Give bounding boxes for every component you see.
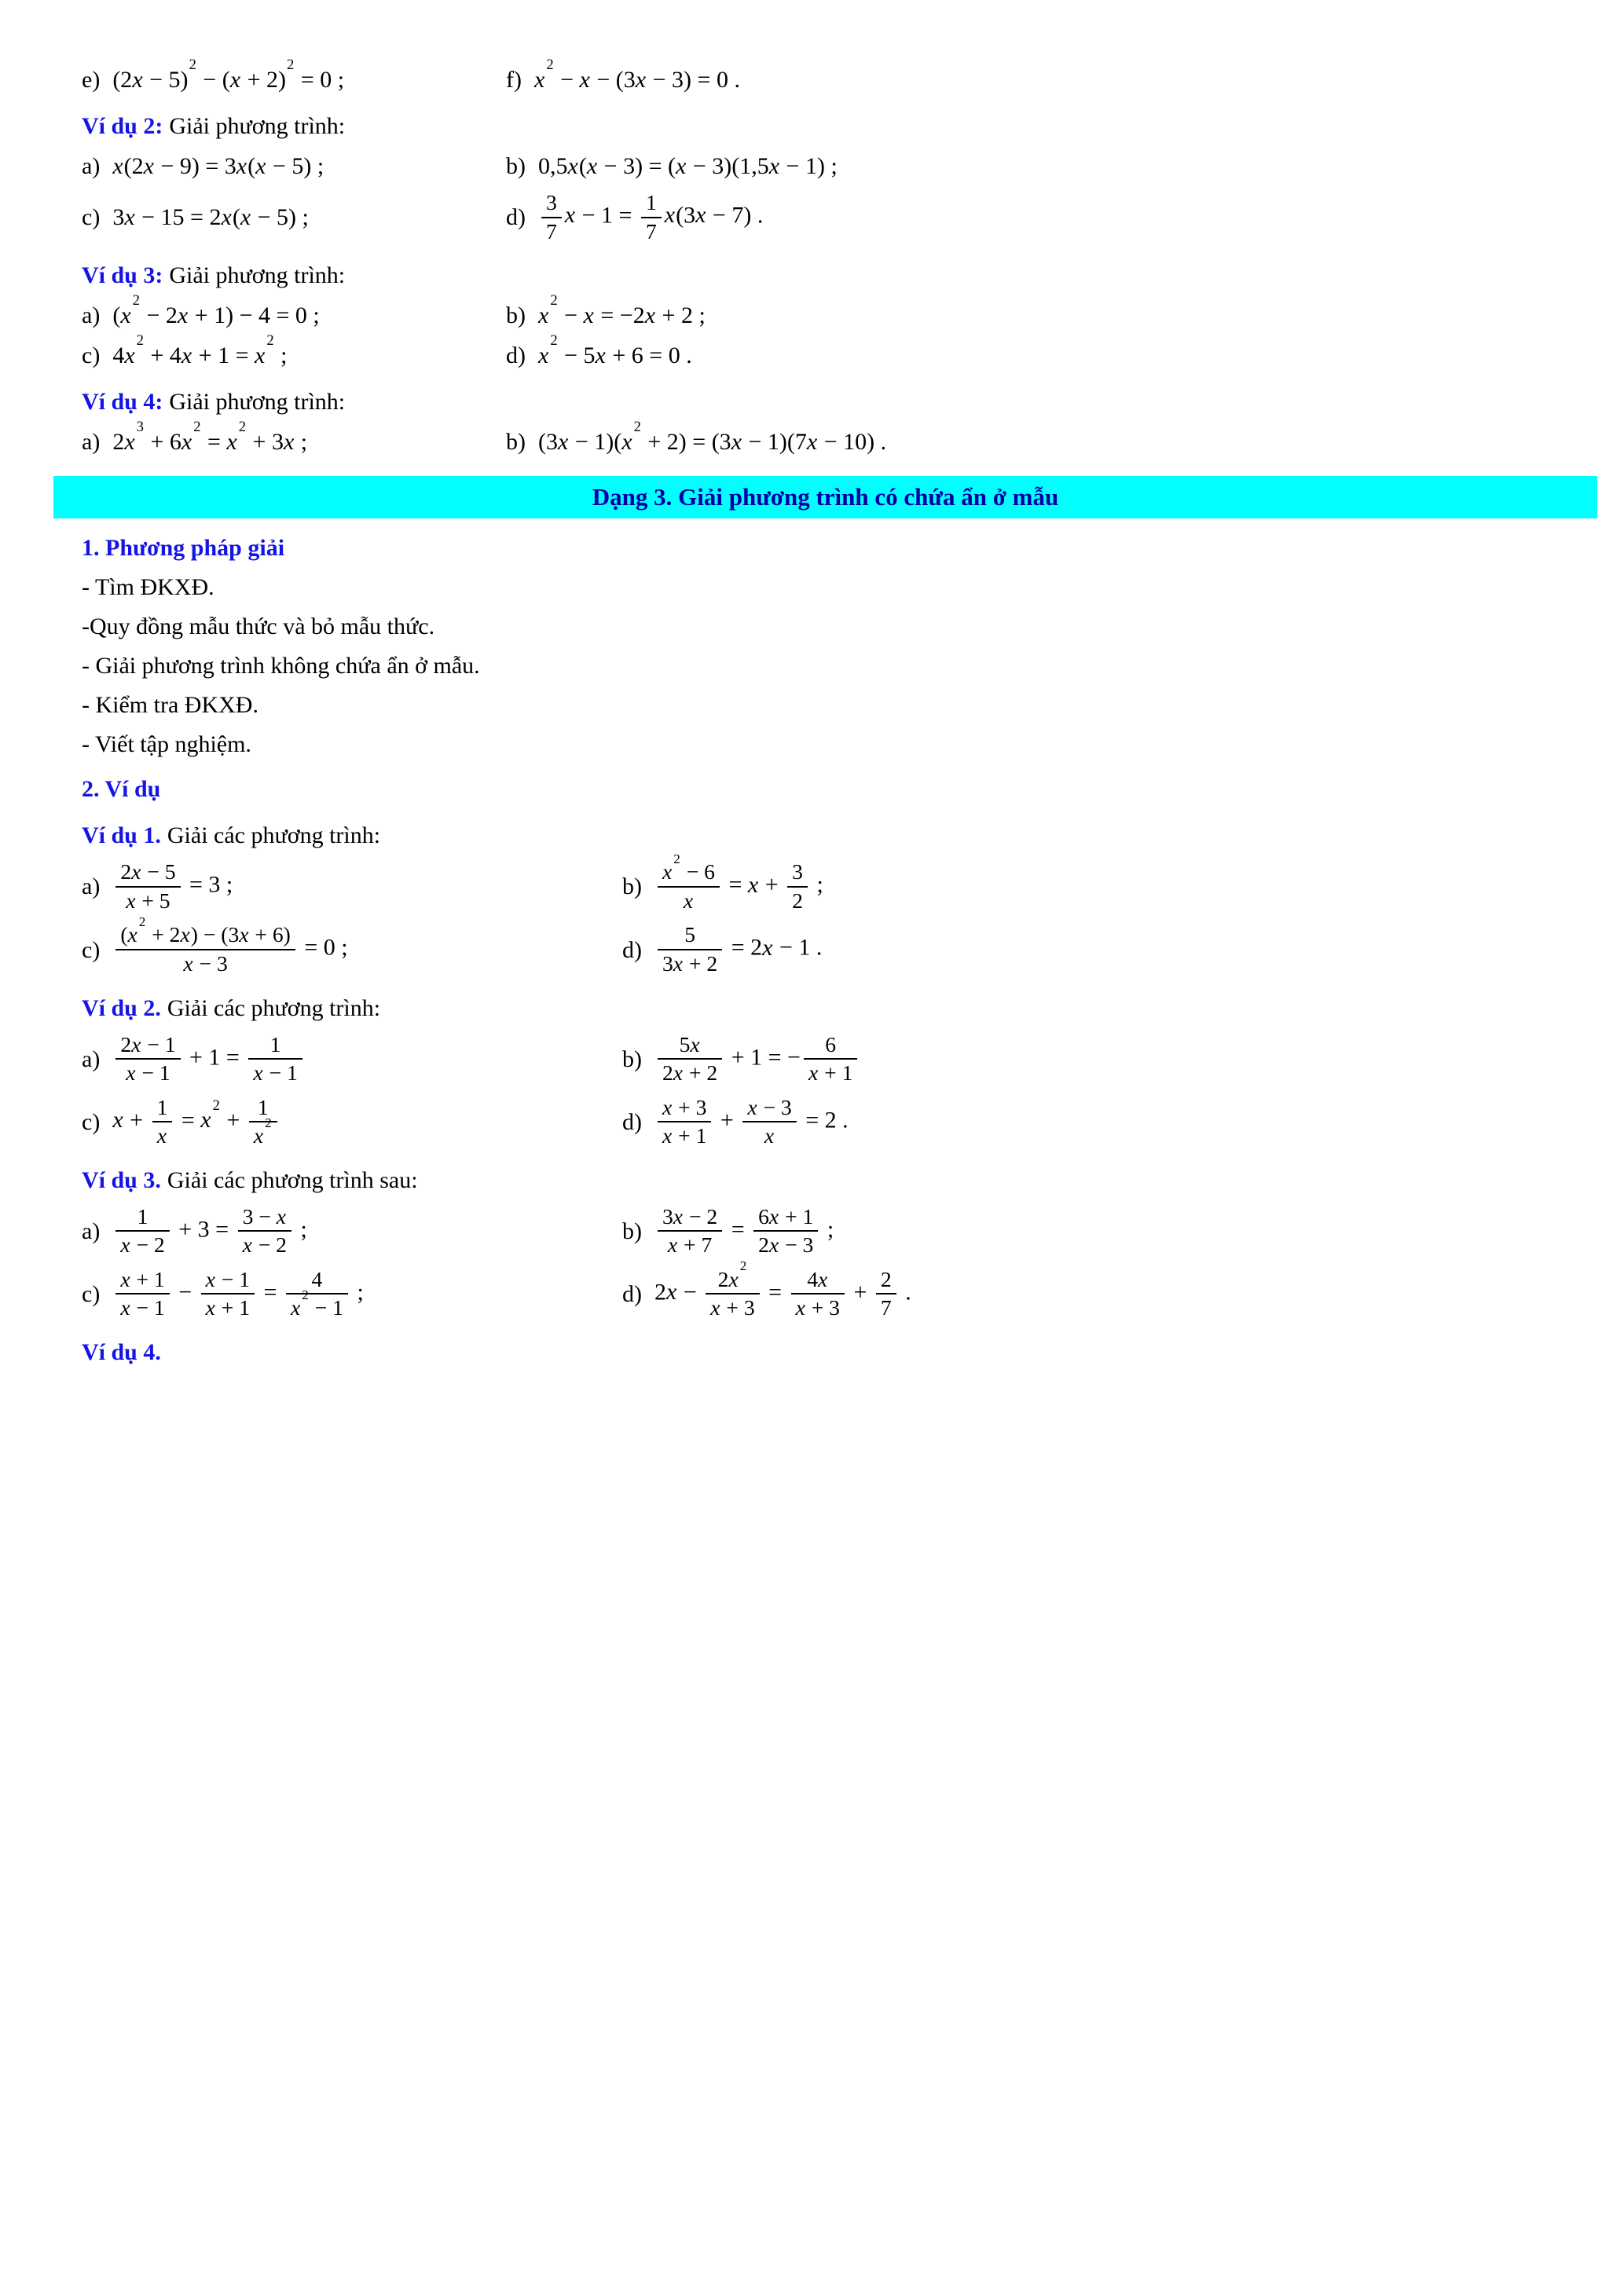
problem-item: [622, 922, 822, 976]
problem-label: d): [506, 204, 526, 231]
problem-label: d): [622, 936, 642, 963]
problem-item: [506, 57, 740, 95]
example-title: Ví dụ 4.: [82, 1338, 161, 1365]
problem-item: [622, 1032, 860, 1086]
example-heading: [82, 111, 1569, 141]
problem-row: [82, 57, 1569, 95]
problem-item: [622, 1204, 834, 1258]
problem-formula: $\frac{1}{x - 2}$ + 3 = $\frac{3 - x}{x - 2}$ ;: [112, 1204, 307, 1258]
problem-label: c): [82, 1280, 101, 1307]
example-heading: [82, 993, 1569, 1023]
problem-formula: $2x^3 + 6x^2 = x^2 + 3x$ ;: [112, 419, 308, 455]
problem-item: [82, 202, 506, 233]
method-section-title: 1. Phương pháp giải: [82, 535, 285, 562]
example-desc: Giải phương trình:: [169, 389, 346, 416]
section-banner: [53, 476, 1597, 518]
problem-row: [82, 419, 1569, 457]
problem-formula: 0,5x(x − 3) = (x − 3)(1,5x − 1) ;: [538, 152, 838, 179]
problem-item: [506, 419, 887, 457]
example-desc: Giải các phương trình:: [167, 822, 381, 849]
problem-label: a): [82, 873, 101, 900]
problem-item: [82, 57, 506, 95]
problem-item: [82, 332, 506, 371]
problem-formula: $\frac{x^2 - 6}{x}$ = x + $\frac{3}{2}$ ;: [654, 859, 823, 914]
problem-label: a): [82, 1045, 101, 1072]
problem-row: [82, 332, 1569, 371]
problem-item: [622, 1095, 849, 1149]
problem-formula: $(x^2 - 2x + 1) - 4 = 0$ ;: [112, 292, 320, 328]
problem-formula: $4x^2 + 4x + 1 = x^2$ ;: [112, 332, 288, 368]
problem-formula: $\frac{x + 1}{x - 1}$ − $\frac{x - 1}{x + 1}$ = $\frac{4}{x^2 - 1}$ ;: [112, 1267, 363, 1321]
method-step: - Kiểm tra ĐKXĐ.: [82, 692, 258, 719]
method-step: - Viết tập nghiệm.: [82, 731, 251, 758]
examples-section-title: 2. Ví dụ: [82, 776, 161, 803]
example-title: Ví dụ 4:: [82, 389, 163, 416]
example-title: Ví dụ 3.: [82, 1166, 161, 1193]
problem-formula: 2x − $\frac{2x^2}{x + 3}$ = $\frac{4x}{x + 3}$ + $\frac{2}{7}$ .: [654, 1258, 911, 1320]
problem-item: [82, 1095, 622, 1149]
problem-formula: $(3x - 1)(x^2 + 2) = (3x - 1)(7x - 10)$ .: [538, 419, 887, 455]
example-title: Ví dụ 2:: [82, 113, 163, 139]
example-heading: [82, 820, 1569, 851]
problem-item: [506, 292, 706, 331]
problem-row: [82, 190, 1569, 244]
problem-label: d): [622, 1108, 642, 1135]
problem-item: [506, 332, 692, 371]
problem-label: a): [82, 428, 101, 455]
problem-formula: $\frac{2x - 5}{x + 5}$ = 3 ;: [112, 859, 233, 914]
problem-row: [82, 1204, 1569, 1258]
problem-label: c): [82, 342, 101, 368]
problem-item: [82, 914, 622, 976]
problem-label: a): [82, 152, 101, 179]
example-heading: [82, 1337, 1569, 1368]
problem-item: [82, 150, 506, 181]
problem-label: b): [622, 1218, 642, 1244]
problem-item: [622, 851, 823, 914]
problem-formula: $\frac{5}{3x + 2}$ = 2x − 1 .: [654, 922, 822, 976]
problem-formula: $x^2 - x = -2x + 2$ ;: [538, 292, 706, 328]
problem-item: [506, 190, 763, 244]
problem-label: b): [622, 1045, 642, 1072]
problem-formula: $(2x - 5)^2 - (x + 2)^2 = 0$ ;: [112, 57, 345, 93]
problem-label: b): [506, 302, 526, 328]
problem-row: [82, 1095, 1569, 1149]
problem-item: [82, 1204, 622, 1258]
example-desc: Giải phương trình:: [169, 113, 346, 139]
problem-formula: 3x − 15 = 2x(x − 5) ;: [112, 204, 309, 231]
problem-label: b): [622, 873, 642, 900]
problem-row: [82, 914, 1569, 976]
problem-row: [82, 1032, 1569, 1086]
section-banner-label: Dạng 3. Giải phương trình có chứa ẩn ở mẫu: [592, 483, 1059, 511]
problem-formula: $\frac{x + 3}{x + 1}$ + $\frac{x - 3}{x}$ = 2 .: [654, 1095, 849, 1149]
problem-item: [622, 1258, 911, 1321]
problem-formula: $\frac{3}{7}$ x − 1 = $\frac{1}{7}$ x(3x − 7) .: [538, 190, 763, 244]
problem-formula: $\frac{3x - 2}{x + 7}$ = $\frac{6x + 1}{2x - 3}$ ;: [654, 1204, 834, 1258]
problem-formula: $x^2 - 5x + 6 = 0$ .: [538, 332, 692, 368]
problem-formula: $\frac{(x^2 + 2x) - (3x + 6)}{x - 3}$ = 0 ;: [112, 922, 347, 976]
example-heading: [82, 1165, 1569, 1196]
example-heading: [82, 386, 1569, 417]
problem-label: d): [506, 342, 526, 368]
problem-label: d): [622, 1280, 642, 1307]
problem-formula: x(2x − 9) = 3x(x − 5) ;: [112, 152, 324, 179]
example-desc: Giải phương trình:: [169, 262, 346, 289]
example-desc: Giải các phương trình:: [167, 994, 381, 1021]
problem-label: c): [82, 204, 101, 231]
example-desc: Giải các phương trình sau:: [167, 1166, 418, 1193]
example-title: Ví dụ 2.: [82, 994, 161, 1021]
problem-item: [82, 292, 506, 331]
problem-label: c): [82, 936, 101, 963]
problem-formula: $x^2 - x - (3x - 3) = 0$ .: [533, 57, 740, 93]
problem-item: [506, 150, 838, 181]
problem-label: f): [506, 66, 522, 93]
problem-label: c): [82, 1108, 101, 1135]
example-title: Ví dụ 1.: [82, 822, 161, 849]
problem-label: a): [82, 302, 101, 328]
problem-label: b): [506, 152, 526, 179]
problem-item: [82, 1032, 622, 1086]
method-step: - Giải phương trình không chứa ẩn ở mẫu.: [82, 653, 480, 679]
problem-label: e): [82, 66, 101, 93]
problem-row: [82, 1258, 1569, 1321]
method-step: -Quy đồng mẫu thức và bỏ mẫu thức.: [82, 613, 435, 640]
problem-row: [82, 851, 1569, 914]
problem-formula: $\frac{5x}{2x + 2}$ + 1 = − $\frac{6}{x + 1}$: [654, 1032, 860, 1086]
problem-row: [82, 292, 1569, 331]
problem-formula: x + $\frac{1}{x}$ = $x^2$ + $\frac{1}{x^2}$: [112, 1095, 280, 1149]
problem-item: [82, 419, 506, 457]
example-heading: [82, 260, 1569, 291]
problem-label: a): [82, 1218, 101, 1244]
problem-formula: $\frac{2x - 1}{x - 1}$ + 1 = $\frac{1}{x - 1}$: [112, 1032, 305, 1086]
method-step: - Tìm ĐKXĐ.: [82, 574, 214, 601]
problem-item: [82, 1267, 622, 1321]
problem-row: [82, 150, 1569, 181]
problem-item: [82, 859, 622, 914]
problem-label: b): [506, 428, 526, 455]
example-title: Ví dụ 3:: [82, 262, 163, 289]
